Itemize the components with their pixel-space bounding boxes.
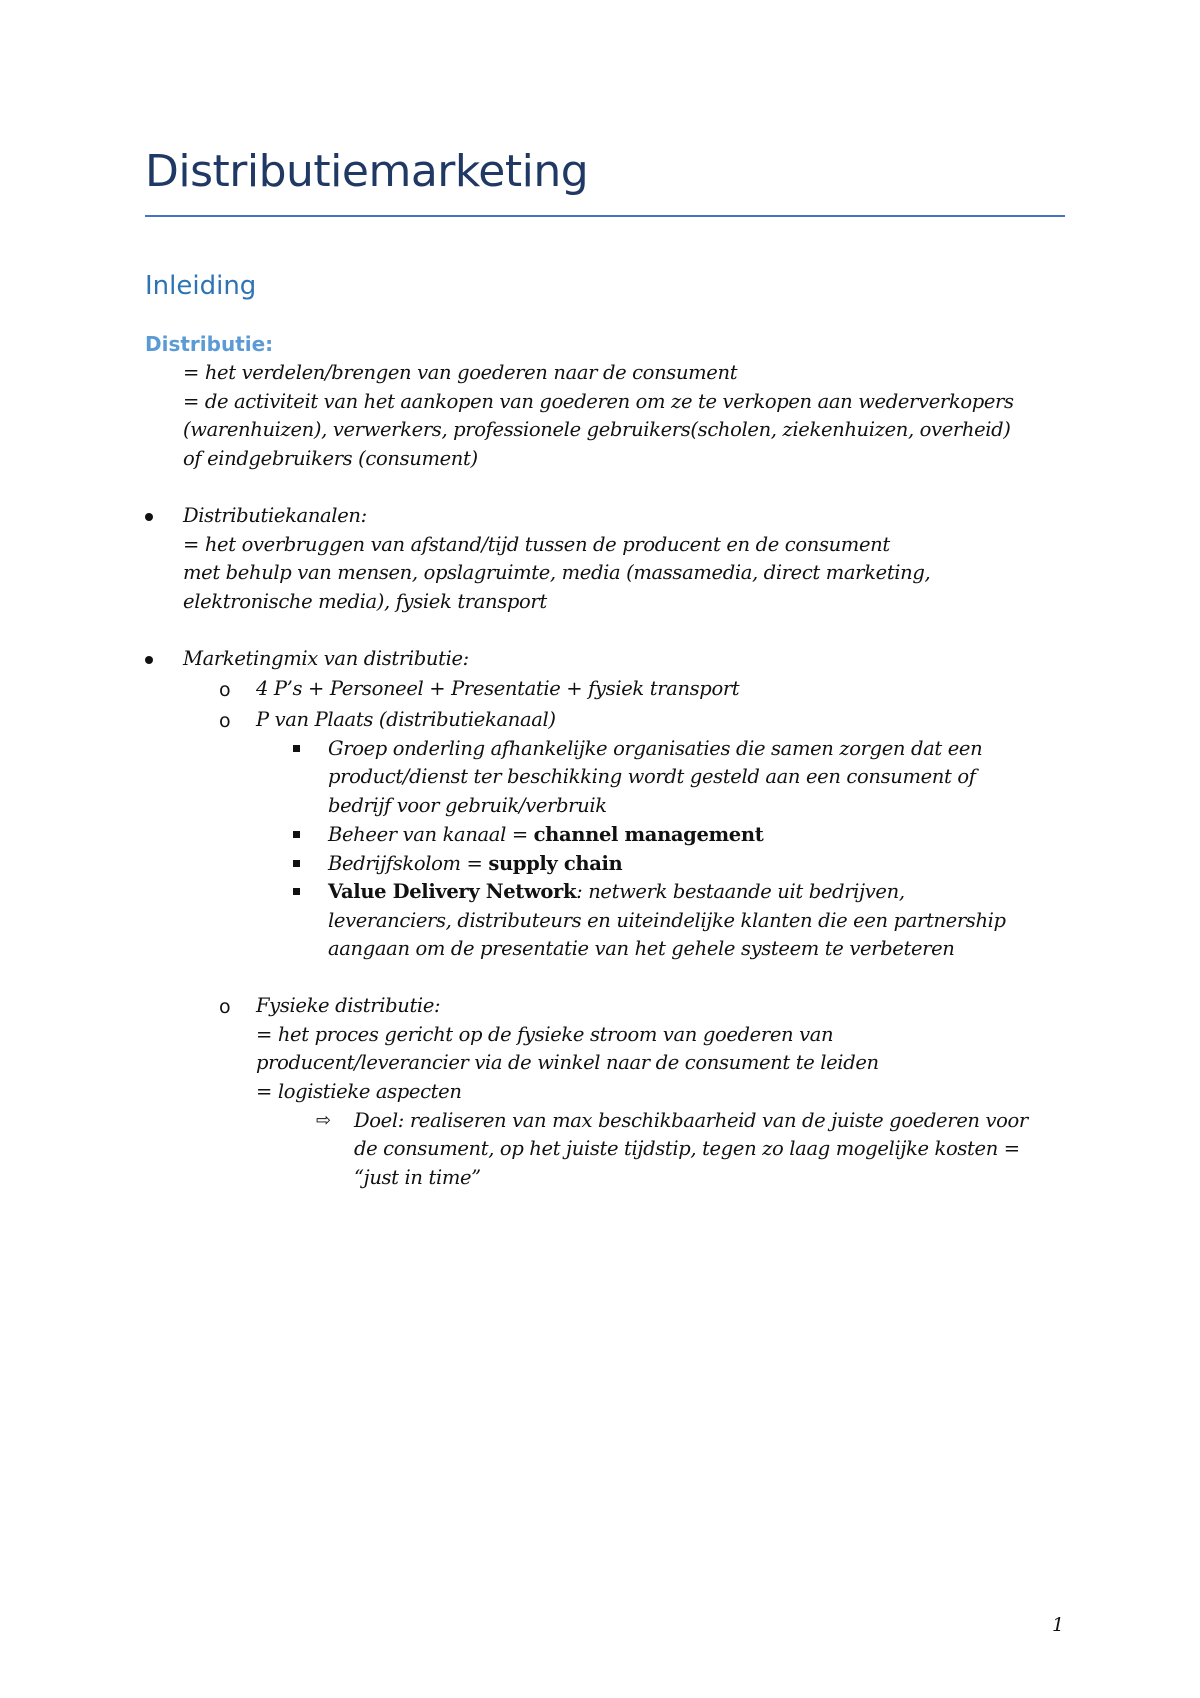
doel-line-1: Doel: realiseren van max beschikbaarheid van de juiste goederen voor [354, 1109, 1028, 1132]
bullet-icon [145, 656, 153, 664]
distributie-line-3: (warenhuizen), verwerkers, professionele gebruikers(scholen, ziekenhuizen, overheid) [183, 418, 1011, 441]
doel-line-2: de consument, op het juiste tijdstip, tegen zo laag mogelijke kosten = [354, 1137, 1020, 1160]
plaats-item-4-line-3: aangaan om de presentatie van het gehele systeem te verbeteren [328, 937, 955, 960]
circle-bullet-icon: o [219, 679, 231, 701]
plaats-item-4-line-1 [328, 882, 905, 902]
distributiekanalen-line-2: met behulp van mensen, opslagruimte, media (massamedia, direct marketing, [183, 561, 931, 584]
plaats-item-1-line-3: bedrijf voor gebruik/verbruik [328, 794, 607, 817]
plaats-item-4-bold: Value Delivery Network [328, 880, 577, 903]
arrow-right-icon: ⇨ [316, 1110, 332, 1131]
section-heading: Inleiding [145, 271, 257, 301]
plaats-item-4-line-2: leveranciers, distributeurs en uiteindelijke klanten die een partnership [328, 909, 1006, 932]
distributiekanalen-line-1: = het overbruggen van afstand/tijd tussen de producent en de consument [183, 533, 890, 556]
circle-bullet-icon: o [219, 710, 231, 732]
plaats-item-1-line-2: product/dienst ter beschikking wordt gesteld aan een consument of [328, 765, 976, 788]
square-bullet-icon [293, 888, 300, 895]
plaats-item-2 [328, 825, 763, 845]
fysieke-distributie-line-1: = het proces gericht op de fysieke stroom van goederen van [256, 1023, 834, 1046]
doel-line-3: “just in time” [354, 1166, 481, 1189]
marketingmix-sub-2: P van Plaats (distributiekanaal) [256, 708, 556, 731]
plaats-item-3 [328, 854, 622, 874]
square-bullet-icon [293, 745, 300, 752]
distributie-line-2: = de activiteit van het aankopen van goederen om ze te verkopen aan wederverkopers [183, 390, 1014, 413]
square-bullet-icon [293, 831, 300, 838]
distributie-line-4: of eindgebruikers (consument) [183, 447, 478, 470]
plaats-item-1-line-1: Groep onderling afhankelijke organisaties die samen zorgen dat een [328, 737, 983, 760]
marketingmix-label: Marketingmix van distributie: [183, 647, 469, 670]
distributie-line-1: = het verdelen/brengen van goederen naar de consument [183, 361, 738, 384]
page-number: 1 [1052, 1614, 1065, 1636]
distributie-label: Distributie: [145, 332, 274, 356]
distributiekanalen-label: Distributiekanalen: [183, 504, 367, 527]
plaats-item-4-text: : netwerk bestaande uit bedrijven, [576, 880, 905, 903]
fysieke-distributie-line-2: producent/leverancier via de winkel naar de consument te leiden [256, 1051, 879, 1074]
plaats-item-2-text: Beheer van kanaal = [328, 823, 534, 846]
fysieke-distributie-line-3: = logistieke aspecten [256, 1080, 462, 1103]
document-title: Distributiemarketing [145, 146, 589, 197]
title-underline [145, 215, 1065, 217]
bullet-icon [145, 513, 153, 521]
square-bullet-icon [293, 860, 300, 867]
plaats-item-3-text: Bedrijfskolom = [328, 852, 489, 875]
circle-bullet-icon: o [219, 996, 231, 1018]
plaats-item-3-bold: supply chain [488, 852, 623, 875]
fysieke-distributie-label: Fysieke distributie: [256, 994, 441, 1017]
distributiekanalen-line-3: elektronische media), fysiek transport [183, 590, 547, 613]
plaats-item-2-bold: channel management [533, 823, 764, 846]
marketingmix-sub-1: 4 P’s + Personeel + Presentatie + fysiek transport [256, 677, 740, 700]
